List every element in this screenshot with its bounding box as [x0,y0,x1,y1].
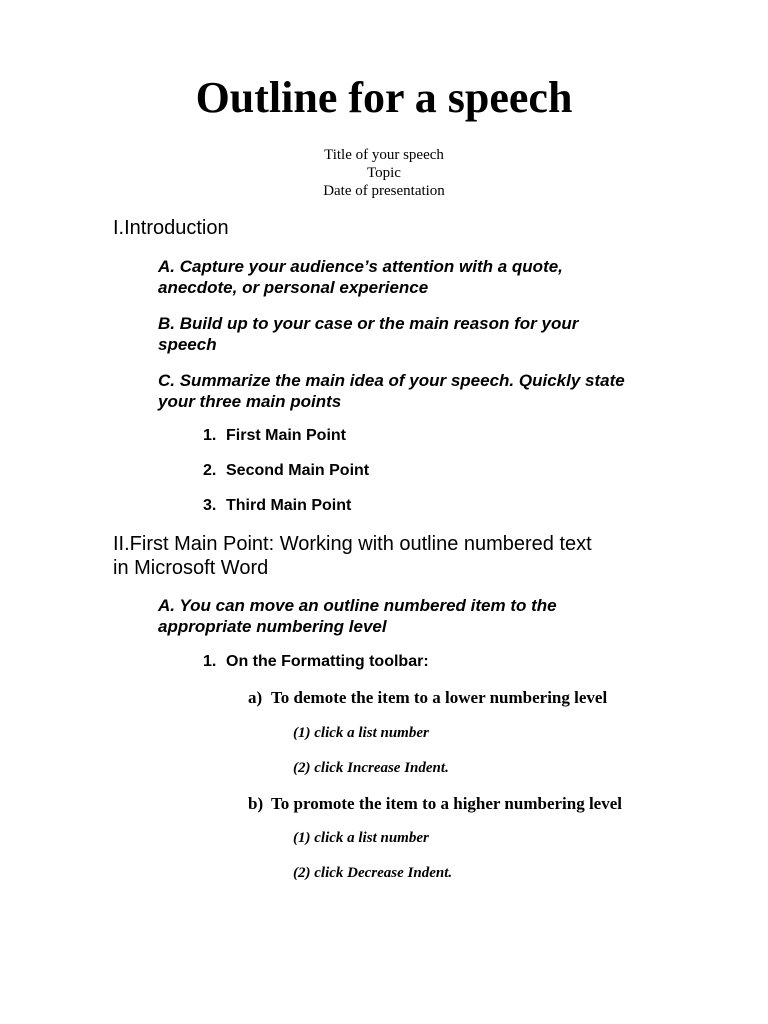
list-text: First Main Point [226,427,346,444]
outline-item-c-line2: your three main points [158,392,342,411]
speech-title-line: Title of your speech [324,147,444,163]
date-line: Date of presentation [323,183,445,199]
list-text: Third Main Point [226,497,352,514]
step-item: (1) click a list number [293,830,429,846]
outline-item-b-line1: B. Build up to your case or the main reason for your [158,314,579,333]
outline-item-a-line2: anecdote, or personal experience [158,278,429,297]
step-item: (2) click Decrease Indent. [293,865,453,881]
outline-item-c [158,370,658,412]
outline-item-a [158,256,658,298]
outline-item-c-line1: C. Summarize the main idea of your speech. Quickly state [158,371,625,390]
section-heading-introduction: I.Introduction [113,217,229,239]
list-text: On the Formatting toolbar: [226,653,429,670]
main-point-item [203,461,663,481]
list-number: 1. [203,653,217,670]
outline-item-b-line2: speech [158,335,217,354]
outline-item-a-line1: A. You can move an outline numbered item to the [158,596,557,615]
outline-item-a-line2: appropriate numbering level [158,617,387,636]
outline-item-b [158,313,658,355]
list-letter: b) [248,794,264,813]
page-title: Outline for a speech [195,73,573,122]
main-point-item [203,426,663,446]
formatting-toolbar-item [203,652,663,672]
list-text: To promote the item to a higher numbering level [271,794,622,813]
outline-item-a [158,595,658,637]
list-number: 1. [203,427,217,444]
step-item: (1) click a list number [293,725,429,741]
section-heading-first-main-point [113,532,653,580]
section-heading-line2: in Microsoft Word [113,557,269,579]
section-heading-line1: II.First Main Point: Working with outline numbered text [113,533,592,555]
outline-item-a-line1: A. Capture your audience’s attention with a quote, [158,257,563,276]
demote-item [248,687,668,708]
list-letter: a) [248,688,263,707]
promote-item [248,793,668,814]
list-number: 3. [203,497,217,514]
list-text: To demote the item to a lower numbering level [271,688,608,707]
topic-line: Topic [367,165,401,181]
step-item: (2) click Increase Indent. [293,760,449,776]
list-text: Second Main Point [226,462,370,479]
main-point-item [203,496,663,516]
list-number: 2. [203,462,217,479]
